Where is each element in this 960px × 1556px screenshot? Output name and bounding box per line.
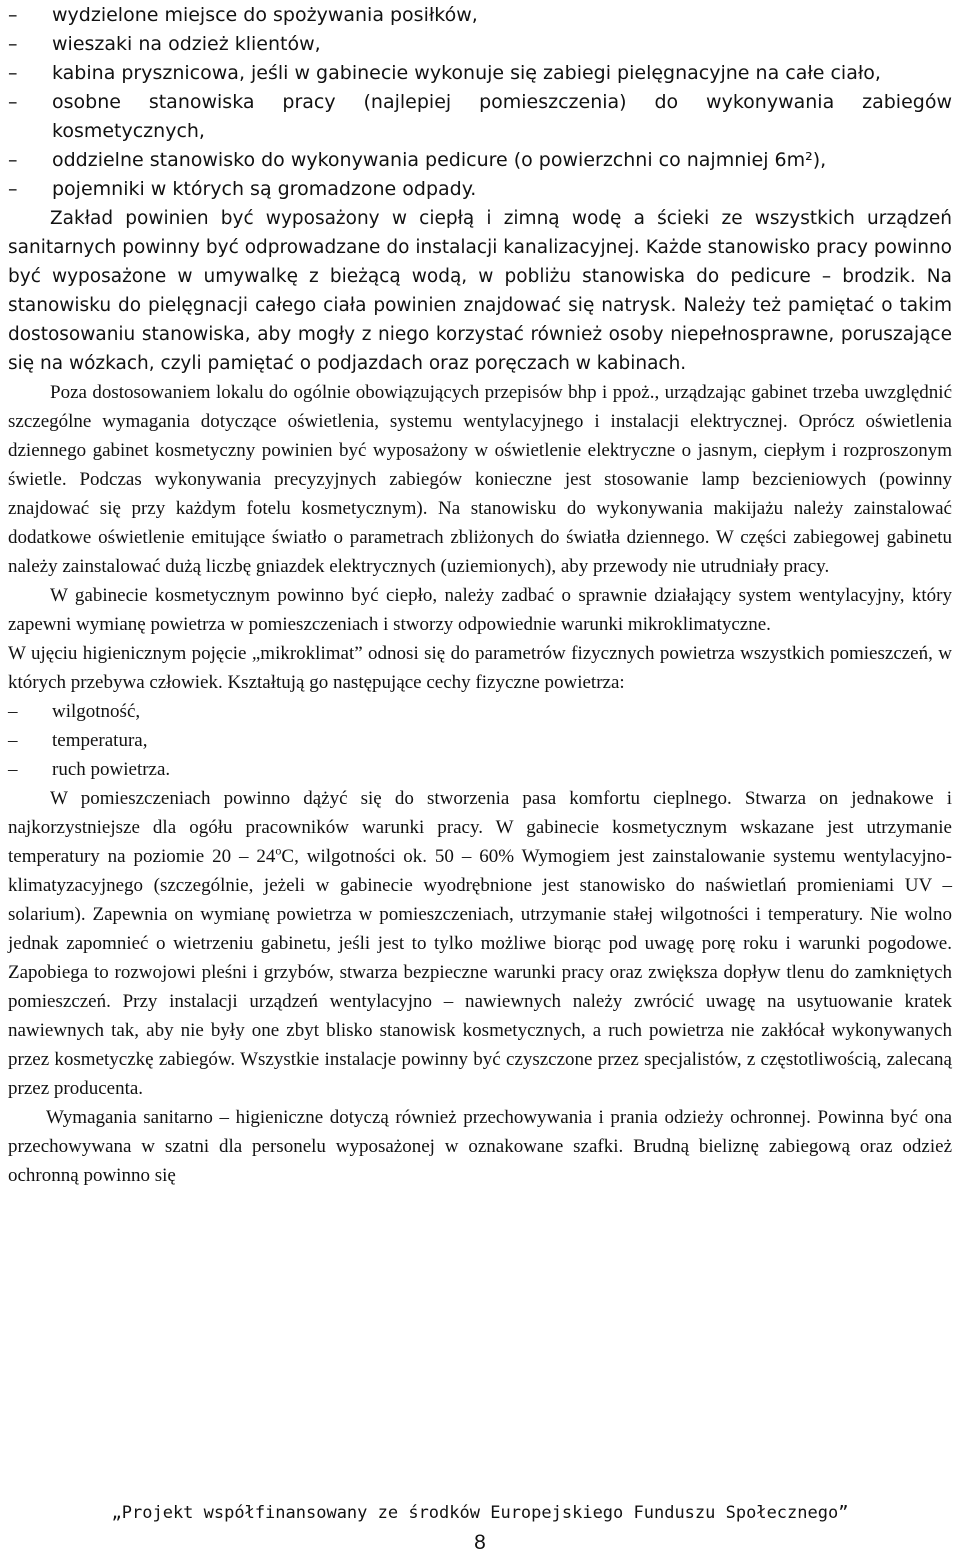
list-item: – temperatura, <box>8 726 952 755</box>
air-features-list <box>8 697 952 784</box>
page-number: 8 <box>474 1531 486 1554</box>
degree-sign: o <box>275 843 282 858</box>
dash-bullet: – <box>8 759 18 780</box>
list-item: – wilgotność, <box>8 697 952 726</box>
list-item: – pojemniki w których są gromadzone odpady. <box>8 175 952 204</box>
paragraph-microclimate: W ujęciu higienicznym pojęcie „mikroklimat” odnosi się do parametrów fizycznych powietrza wszystkich pomieszczeń, w których przebywa człowiek. Kształtują go następujące cechy fizyczne powietrza: <box>8 643 952 693</box>
paragraph-ventilation: W gabinecie kosmetycznym powinno być ciepło, należy zadbać o sprawnie działający system wentylacyjny, który zapewni wymianę powietrza w pomieszczeniach i stworzy odpowiednie warunki mikroklimatyczne. <box>8 585 952 635</box>
list-item: – wieszaki na odzież klientów, <box>8 30 952 59</box>
dash-bullet: – <box>8 62 18 84</box>
dash-bullet: – <box>8 91 18 113</box>
paragraph-thermal-comfort: W pomieszczeniach powinno dążyć się do stworzenia pasa komfortu cieplnego. Stwarza on jednakowe i najkorzystniejsze dla ogółu pracowników warunki pracy. W gabinecie kosmetycznym wskazane jest utrzymanie temperatury na poziomie 20 – 24$^o$C, wilgotności ok. 50 – 60% Wymogiem jest zainstalowanie systemu wentylacyjno-klimatyzacyjnego (szczególnie, jeżeli w gabinecie wyodrębnione jest stanowisko do naświetlań promieniami UV – solarium). Zapewnia on wymianę powietrza w pomieszczeniach, utrzymanie stałej wilgotności i temperatury. Nie wolno jednak zapomnieć o wietrzeniu gabinetu, jeśli jest to tylko możliwe biorąc pod uwagę porę roku i warunki pogodowe. Zapobiega to rozwojowi pleśni i grzybów, stwarza bezpieczne warunki pracy oraz zwiększa dopływ tlenu do zamkniętych pomieszczeń. Przy instalacji urządzeń wentylacyjno – nawiewnych należy zwrócić uwagę na usytuowanie kratek nawiewnych tak, aby nie były one zbyt blisko stanowisk kosmetycznych, a ruch powietrza nie zakłócał wykonywanych przez kosmetyczkę zabiegów. Wszystkie instalacje powinny być czyszczone przez specjalistów, z częstotliwością, zalecaną przez producenta. <box>8 788 952 1099</box>
list-item: – osobne stanowiska pracy (najlepiej pomieszczenia) do wykonywania zabiegów kosmetycznych, <box>8 88 952 146</box>
dash-bullet: – <box>8 178 18 200</box>
equipment-list <box>8 1 952 204</box>
list-item: – ruch powietrza. <box>8 755 952 784</box>
list-item: – oddzielne stanowisko do wykonywania pedicure (o powierzchni co najmniej 6m²), <box>8 146 952 175</box>
dash-bullet: – <box>8 701 18 722</box>
paragraph-protective-clothing: Wymagania sanitarno – higieniczne dotyczą również przechowywania i prania odzieży ochronnej. Powinna być ona przechowywana w szatni dla personelu wyposażonej w oznakowane szafki. Brudną bieliznę zabiegową oraz odzież ochronną powinno się <box>8 1107 952 1186</box>
dash-bullet: – <box>8 730 18 751</box>
document-page <box>8 0 952 1189</box>
dash-bullet: – <box>8 149 18 171</box>
dash-bullet: – <box>8 4 18 26</box>
list-item: – kabina prysznicowa, jeśli w gabinecie wykonuje się zabiegi pielęgnacyjne na całe ciało, <box>8 59 952 88</box>
list-item: – wydzielone miejsce do spożywania posiłków, <box>8 1 952 30</box>
footer-project-note: „Projekt współfinansowany ze środków Europejskiego Funduszu Społecznego” <box>111 1503 849 1523</box>
paragraph-lighting: Poza dostosowaniem lokalu do ogólnie obowiązujących przepisów bhp i ppoż., urządzając gabinet trzeba uwzględnić szczególne wymagania dotyczące oświetlenia, systemu wentylacyjnego i instalacji elektrycznej. Oprócz oświetlenia dziennego gabinet kosmetyczny powinien być wyposażony w oświetlenie elektryczne o jasnym, ciepłym i rozproszonym świetle. Podczas wykonywania precyzyjnych zabiegów konieczne jest stosowanie lamp bezcieniowych (powinny znajdować się przy każdym fotelu kosmetycznym). Na stanowisku do wykonywania makijażu należy zainstalować dodatkowe oświetlenie emitujące światło o parametrach zbliżonych do światła dziennego. W części zabiegowej gabinetu należy zainstalować dużą liczbę gniazdek elektrycznych (uziemionych), aby przewody nie utrudniały pracy. <box>8 382 952 577</box>
dash-bullet: – <box>8 33 18 55</box>
paragraph-sanitary: Zakład powinien być wyposażony w ciepłą i zimną wodę a ścieki ze wszystkich urządzeń sanitarnych powinny być odprowadzane do instalacji kanalizacyjnej. Każde stanowisko pracy powinno być wyposażone w umywalkę z bieżącą wodą, w pobliżu stanowiska do pedicure – brodzik. Na stanowisku do pielęgnacji całego ciała powinien znajdować się natrysk. Należy też pamiętać o takim dostosowaniu stanowiska, aby mogły z niego korzystać również osoby niepełnosprawne, poruszające się na wózkach, czyli pamiętać o podjazdach oraz poręczach w kabinach. <box>8 208 952 374</box>
